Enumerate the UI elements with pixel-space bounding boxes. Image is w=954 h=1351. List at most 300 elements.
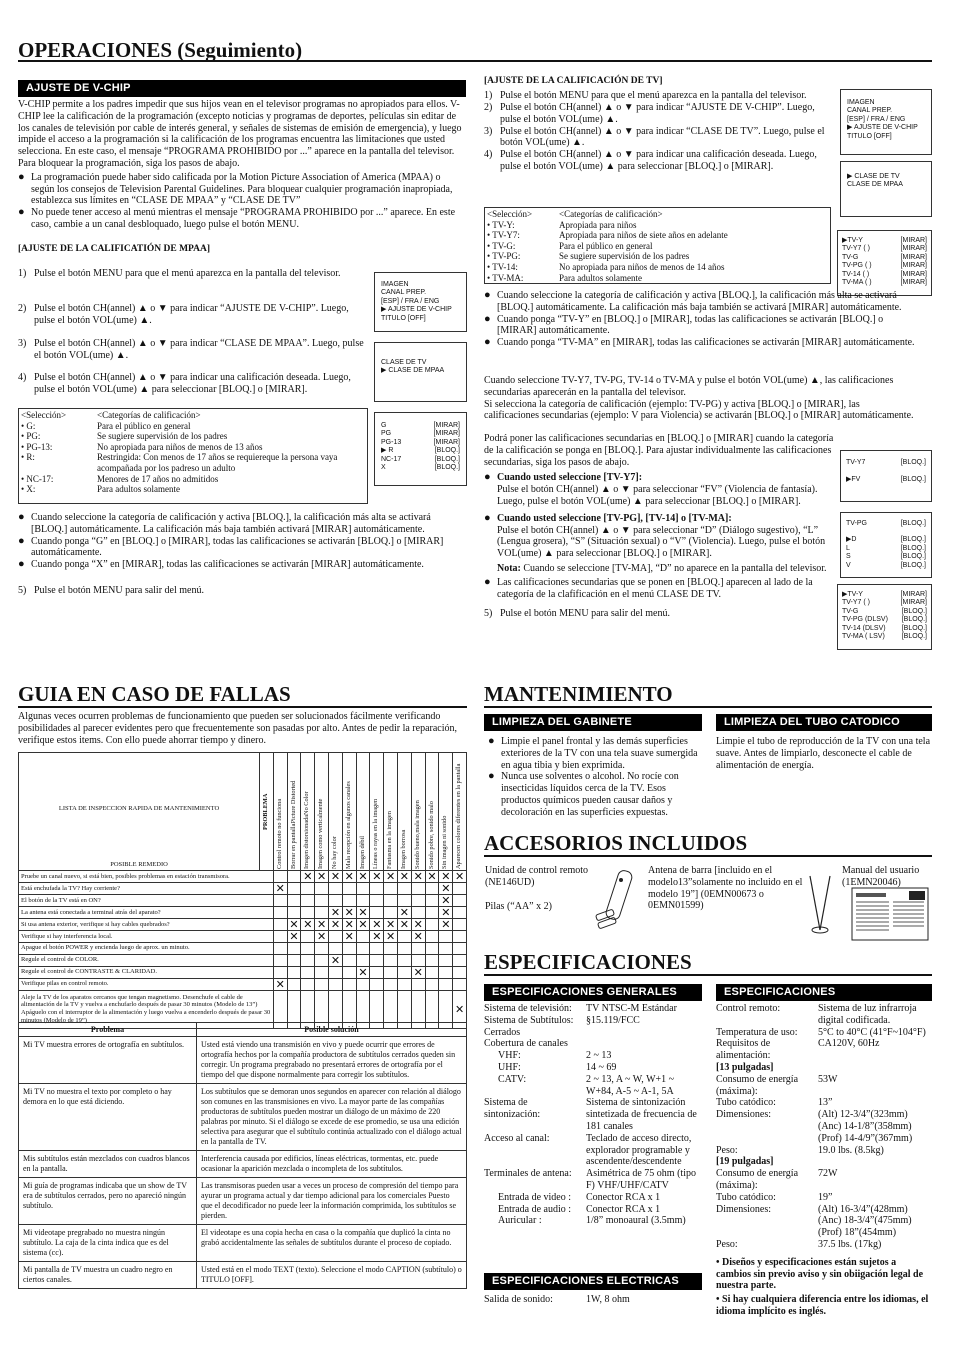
solution-cell: Usted está en el modo TEXT (texto). Seleccione el modo CAPTION (subtítulo) o TITULO [OFF]. (197, 1262, 467, 1289)
gabinete-bar: LIMPIEZA DEL GABINETE (484, 714, 702, 731)
check-mark (356, 978, 370, 990)
check-mark: ✕ (301, 919, 315, 931)
check-mark (273, 931, 287, 943)
problem-row (19, 1178, 467, 1225)
check-column-header: Mala recepción en algunos canales (344, 781, 352, 869)
check-remedy: Apague el botón POWER y encienda luego de aprox. un minuto. (19, 943, 274, 955)
check-remedy: Regule el control de CONTRASTE & CLARIDAD. (19, 966, 274, 978)
check-mark: ✕ (287, 931, 301, 943)
check-mark (411, 883, 425, 895)
check-mark (342, 978, 356, 990)
check-remedy: Verifique si hay interferencia local. (19, 931, 274, 943)
mpaa-screen-1: IMAGEN CANAL PREP. [ESP] / FRA / ENG ▶ AJUSTE DE V-CHIP TITULO [OFF] (374, 272, 467, 332)
check-mark: ✕ (411, 871, 425, 883)
spec-row: CATV: 2 ~ 13, A ~ W, W+1 ~ W+84, A-5 ~ A-1, 5A (498, 1073, 675, 1097)
check-mark: ✕ (356, 871, 370, 883)
spec-row: Dimensiones: (Alt) 12-3/4”(323mm) (Anc) 14-1/8”(358mm) (Prof) 14-4/9”(367mm) (716, 1109, 913, 1144)
check-remedy: Está enchufada la TV? Hay corriente? (19, 883, 274, 895)
check-mark (384, 895, 398, 907)
check-mark (425, 883, 439, 895)
check-mark (453, 954, 467, 966)
tv-step: 1) Pulse el botón MENU para que el menú aparezca en la pantalla del televisor. (484, 90, 807, 102)
check-mark (342, 943, 356, 955)
check-mark: ✕ (329, 954, 343, 966)
page-title: OPERACIONES (Seguimiento) (18, 38, 303, 62)
vchip-intro: V-CHIP permite a los padres impedir que sus hijos vean en el televisor programas no apropiados para ellos. V-CHIP lee la calificación de la programación (excepto noticias y programas de deportes, películas sin editar de los canales de televisión por cable de interés general, y señales de sistemas de emisión de emergencia), y luego impide el acceso a la programación si la calificación de los programas encuentra las limitaciones que usted selecciona. En este caso, el mensaje “PROGRAMA PROHIBIDO por ...” aparece en la pantalla del televisor. (18, 98, 462, 158)
tv-screen-2: ▶ CLASE DE TV CLASE DE MPAA (840, 161, 932, 217)
check-mark (370, 954, 384, 966)
check-mark (342, 883, 356, 895)
spec-row: Sistema de Subtítulos: §15.119/FCC (484, 1014, 640, 1026)
tv-notes (484, 290, 924, 349)
check-column-header: Sin imagen ni sonido (441, 815, 449, 869)
problem-row (19, 1084, 467, 1151)
problem-cell: Mi TV muestra errores de ortografía en subtítulos. (19, 1037, 197, 1084)
tv-pg-bullet: ● Cuando usted seleccione [TV-PG], [TV-14] o [TV-MA]: (484, 511, 732, 524)
check-mark (273, 954, 287, 966)
spec-note: • Si hay cualquiera diferencia entre los idiomas, el idioma implícito es inglés. (716, 1294, 929, 1317)
check-mark (370, 907, 384, 919)
vchip-bullet: ● No puede tener acceso al menú mientras el mensaje “PROGRAMA PROHIBIDO por ...” aparece. En este caso, cambie a un canal desbloquado, luego pulse el botón MENU. (18, 206, 456, 230)
check-column-header: Imagen como verticalmente (317, 798, 325, 869)
check-mark (425, 919, 439, 931)
check-mark (273, 871, 287, 883)
check-mark: ✕ (384, 871, 398, 883)
check-mark (398, 895, 412, 907)
check-mark (384, 883, 398, 895)
check-row (19, 966, 467, 978)
spec-row: Terminales de antena: Asimétrica de 75 ohm (tipo F) VHF/UHF/CATV (484, 1168, 696, 1191)
rating-row: • TV-MA: Para adultos solamente (487, 272, 642, 283)
mpaa-screen-2: CLASE DE TV ▶ CLASE DE MPAA (374, 342, 467, 402)
check-mark (301, 943, 315, 955)
check-mark (273, 943, 287, 955)
check-mark (315, 943, 329, 955)
check-mark (425, 978, 439, 990)
check-row (19, 907, 467, 919)
check-mark (315, 954, 329, 966)
acc-header (484, 833, 932, 857)
check-mark (453, 919, 467, 931)
check-mark (370, 895, 384, 907)
spec-row: [19 pulgadas] (716, 1156, 774, 1168)
check-row (19, 871, 467, 883)
acc-remote-label: Unidad de control remoto (NE146UD) (485, 865, 589, 888)
problem-cell: Mi TV no muestra el texto por completo o hay demora en lo que está diciendo. (19, 1084, 197, 1151)
check-mark: ✕ (398, 919, 412, 931)
mpaa-step: 1) Pulse el botón MENU para que el menú aparezca en la pantalla del televisor. (18, 268, 341, 279)
check-column-header: No hay color (331, 836, 339, 869)
solution-cell: Los subtítulos que se demoran unos segundos en aparecer con relación al diálogo son comunes en las transmisiones en vivo. La mayor parte de las compañías productoras de subtítulos pueden mostrar un diálogo de un máximo de 220 palabras por minuto. Si el diálogo se excede de ese promedio, se usa una edición selectiva para asegurar que el subtítulo continúa actualizado con el diálogo actual en la pantalla de TV. (197, 1084, 467, 1151)
check-mark (329, 943, 343, 955)
rating-row: • X: Para adultos solamente (21, 484, 180, 495)
gabinete-bullet: ● Nunca use solventes o alcohol. No rocíe con insecticidas líquidos cerca de la TV. Esos productos químicos pueden causar daños y decoloración en las superficies expuestas. (488, 770, 679, 818)
check-mark (439, 943, 453, 955)
mpaa-section (18, 244, 466, 257)
problem-cell: Mi videotape pregrabado no muestra ningún subtítulo. La caja de la cinta indica que es del sistema (cc). (19, 1225, 197, 1262)
check-mark (384, 978, 398, 990)
check-mark: ✕ (315, 919, 329, 931)
tv-screen-4: TV-Y7 [BLOQ.] ▶FV [BLOQ.] (840, 450, 932, 502)
check-mark (301, 883, 315, 895)
spec-right-bar: ESPECIFICACIONES (716, 984, 932, 1001)
check-mark: ✕ (411, 931, 425, 943)
page-header (18, 40, 932, 62)
check-mark (425, 907, 439, 919)
check-mark (329, 895, 343, 907)
check-mark (384, 907, 398, 919)
check-row (19, 895, 467, 907)
check-row (19, 954, 467, 966)
spec-row: Requisitos de alimentación: CA120V, 60Hz (716, 1038, 880, 1062)
tv-bullet: ● Cuando ponga “TV-MA” en [MIRAR], todas las calificaciones se activarán [MIRAR] automáticamente. (484, 336, 915, 349)
rating-row: • TV-Y: Apropiada para niños (487, 219, 637, 230)
esp-title: ESPECIFICACIONES (484, 950, 692, 974)
check-remedy: Pruebe un canal nuevo, si está bien, posibles problemas en estación transmisora. (19, 871, 274, 883)
mpaa-steps (18, 268, 368, 396)
check-mark: ✕ (384, 931, 398, 943)
rating-row: • PG-13: No apropiada para niños de menos de 13 años (21, 441, 263, 452)
check-mark: ✕ (411, 919, 425, 931)
check-mark: ✕ (356, 966, 370, 978)
tv-heading: [AJUSTE DE LA CALIFICACIÓN DE TV] (484, 76, 663, 86)
check-mark: ✕ (453, 871, 467, 883)
mpaa-rating-table: <Selección> <Categorías de calificación> • G: Para el público en general • PG: Se sugiere supervisión de los padres • PG-13: No apropiada para niños de menos de 13 años • R: Restringida: Con menos de 17 años se requiereque la persona vaya acompañada por los padreso un adulto • NC-17: Menores de 17 años no admitidos • X: Para adultos solamente (18, 408, 368, 504)
check-remedy: Aleje la TV de los aparatos cercanos que tengan magnetismo. Desenchufe el cable de alimentación de la TV y vuelva a enchufarlo después de pasar 30 minutos (Modelo de 13”) Apáguelo con el interruptor de la alimentación y luego vuelva a encenderlo después de pasar 30 minutos (Modelo de 19”) (19, 990, 274, 1028)
check-mark: ✕ (439, 871, 453, 883)
check-column-header: Imagen borrosa (400, 829, 408, 869)
check-mark (315, 966, 329, 978)
spec-general (484, 984, 702, 1227)
guia-intro: Algunas veces ocurren problemas de funcionamiento que pueden ser solucionados fácilmente verificando posibilidades al parecer evidentes pero que frecuentemente son pasadas por alto. Antes de pedir la reparación, verifique estos items. Con ello puede ahorrar tiempo y dinero. (18, 711, 457, 746)
check-mark: ✕ (439, 895, 453, 907)
mpaa-bullet: ● Cuando seleccione la categoría de calificación y activa [BLOQ.], la calificación más alta se activará [BLOQ.] automáticamente. La calificación más baja también activará [MIRAR] automáticamente. (18, 511, 431, 535)
check-mark (273, 966, 287, 978)
check-row (19, 931, 467, 943)
tv-bullet: ● Cuando seleccione la categoría de calificación y activa [BLOQ.], la calificación más alta se activará [BLOQ.] automáticamente. La calificación más baja también se activará [MIRAR] automáticamente. (484, 289, 902, 313)
check-mark (356, 931, 370, 943)
check-mark (370, 883, 384, 895)
check-mark (439, 978, 453, 990)
gabinete-section (484, 714, 702, 819)
check-mark: ✕ (315, 871, 329, 883)
spec-electric (484, 1273, 702, 1306)
solution-cell: El videotape es una copia hecha en casa o la compañía que duplicó la cinta no grabó accidentalmente las señales de subtítulos durante el proceso de copiado. (197, 1225, 467, 1262)
tv-secondary: Cuando seleccione TV-Y7, TV-PG, TV-14 o TV-MA y pulse el botón VOL(ume) ▲, las calificaciones secundarias aparecerán en la pantalla del televisor. Si selecciona la categoría de calificación (ejemplo: TV-PG) y activa [BLOQ.] o [MIRAR], las calificaciones secundarias (ejemplo: V para Violencia) se activarán [BLOQ.] o [MIRAR] automáticamente. (484, 375, 914, 422)
check-mark: ✕ (370, 871, 384, 883)
rating-row: • NC-17: Menores de 17 años no admitidos (21, 473, 219, 484)
check-mark (301, 907, 315, 919)
check-mark: ✕ (342, 919, 356, 931)
check-mark (411, 954, 425, 966)
check-remedy-label: POSIBLE REMEDIO (110, 861, 168, 869)
check-mark (411, 978, 425, 990)
check-mark (453, 978, 467, 990)
check-mark (411, 907, 425, 919)
check-mark (315, 895, 329, 907)
check-mark (273, 895, 287, 907)
guia-header (18, 684, 467, 708)
spec-row: Tubo catódico: 19” (716, 1191, 833, 1203)
check-mark (453, 883, 467, 895)
check-mark (287, 871, 301, 883)
acc-title: ACCESORIOS INCLUIDOS (484, 831, 748, 855)
gabinete-bullet: ● Limpie el panel frontal y las demás superficies exteriores de la TV con una tela suave sumergida en agua tibia y bien exprimida. (488, 734, 698, 771)
mpaa-step: 4) Pulse el botón CH(annel) ▲ o ▼ para indicar una calificación deseada. Luego, pulse el botón VOL(ume) ▲ para seleccionar [BLOQ.] o [MIRAR]. (18, 372, 351, 395)
check-remedy: La antena está conectada a terminal atrás del aparato? (19, 907, 274, 919)
check-mark: ✕ (315, 931, 329, 943)
spec-row: UHF: 14 ~ 69 (498, 1061, 617, 1073)
mpaa-heading: [AJUSTE DE LA CALIFICATIÓN DE MPAA] (18, 244, 211, 254)
tv-screen-3: ▶TV-Y [MIRAR] TV-Y7 ( ) [MIRAR] TV-G [MIRAR] TV-PG ( ) [MIRAR] TV-14 ( ) [MIRAR] TV-MA ( ) [MIRAR] (837, 230, 932, 296)
check-mark: ✕ (356, 919, 370, 931)
vchip-bar: AJUSTE DE V-CHIP (18, 80, 466, 97)
check-mark: ✕ (329, 871, 343, 883)
mant-title: MANTENIMIENTO (484, 682, 673, 706)
check-mark (329, 978, 343, 990)
problem-cell: Mi guía de programas indicaba que un show de TV era de subtítulos cerrados, pero no apareció ningún subtítulo. (19, 1178, 197, 1225)
solution-cell: Usted está viendo una transmisión en vivo y puede ocurrir que errores de ortografía hechos por la compañía productora de subtítulos cerrados queden sin corregir. Un programa pregrabado no presentará errores de ortografía por el tiempo del que dispone normalmente para corregir los subtítulos. (197, 1037, 467, 1084)
spec-row: Peso: 19.0 lbs. (8.5kg) (716, 1144, 884, 1156)
tv-secondary-2: Podrá poner las calificaciones secundarias en [BLOQ.] o [MIRAR] cuando la categoría de la calificación se ponga en [BLOQ.]. Para ajustar individualmente las calificaciones secundarias, siga los pasos de abajo. ● Cuando usted seleccione [TV-Y7]: Pulse el botón CH(annel) ▲ o ▼ para seleccionar “FV” (Violencia de fantasía). Luego, pulse el botón VOL(ume) ▲ para seleccionar [BLOQ.] o [MIRAR]. ● Cuando usted seleccione [TV-PG], [TV-14] o [TV-MA]: Pulse el botón CH(annel) ▲ o ▼ para seleccionar “D” (Diálogo sugestivo), “L” (Lengua grosera), “S” (Situación sexual) o “V” (Violencia). Luego, pulse el botón VOL(ume) ▲ para seleccionar [BLOQ.] o [MIRAR]. Nota: Cuando se seleccione [TV-MA], “D” no aparece en la pantalla del televisor. ● Las calificaciones secundarias que se ponen en [BLOQ.] aparecen al lado de la categoría de la clafificación en el menú CLASE DE TV. 5) Pulse el botón MENU para salir del menú. (484, 433, 839, 620)
check-mark (315, 883, 329, 895)
check-mark (425, 943, 439, 955)
spec-row: Temperatura de uso: 5°C to 40°C (41°F~104°F) (716, 1026, 926, 1038)
tv-last-bullet: ● Las calificaciones secundarias que se ponen en [BLOQ.] aparecen al lado de la categoría de la clafificación en el menú CLASE DE TV. (484, 575, 813, 600)
spec-row: Sistema de sintonización: Sistema de sintonización sintetizada de frecuencia de 181 canales (484, 1097, 697, 1132)
rating-row: • R: Restringida: Con menos de 17 años se requiereque la persona vaya acompañada por los padreso un adulto (21, 452, 338, 474)
guia-title: GUIA EN CASO DE FALLAS (18, 682, 291, 706)
check-mark: ✕ (287, 919, 301, 931)
tv-section (484, 76, 834, 173)
check-mark (398, 931, 412, 943)
spec-row: Peso: 37.5 lbs. (17kg) (716, 1238, 882, 1250)
problem-row (19, 1225, 467, 1262)
check-mark: ✕ (342, 931, 356, 943)
problem-row (19, 1151, 467, 1178)
tubo-bar: LIMPIEZA DEL TUBO CATODICO (716, 714, 932, 731)
vchip-intro2: Para bloquear la programación, siga los pasos de abajo. (18, 157, 240, 169)
check-mark (384, 954, 398, 966)
check-mark (342, 966, 356, 978)
check-mark (411, 895, 425, 907)
spec-row: VHF: 2 ~ 13 (498, 1050, 612, 1062)
check-mark: ✕ (329, 919, 343, 931)
check-mark (301, 966, 315, 978)
check-mark: ✕ (356, 907, 370, 919)
check-mark (287, 954, 301, 966)
tv-step: 3) Pulse el botón CH(annel) ▲ o ▼ para indicar “CLASE DE TV”. Luego, pulse el botón VOL(ume) ▲. (484, 125, 825, 149)
check-mark (315, 907, 329, 919)
mpaa-bullet: ● Cuando ponga “G” en [BLOQ.] o [MIRAR], todas las calificaciones se activarán [BLOQ.] o [MIRAR] automáticamente. (18, 534, 444, 559)
mpaa-screen-3: G [MIRAR] PG [MIRAR] PG-13 [MIRAR] ▶ R [BLOQ.] NC-17 [BLOQ.] X [BLOQ.] (374, 412, 467, 486)
check-mark (301, 978, 315, 990)
acc-manual-label: Manual del usuario (1EMN20046) (842, 865, 920, 888)
solution-cell: Interferencia causada por edificios, líneas eléctricas, tormentas, etc. puede ocasionar la aparición mezclada o incompleta de los subtítulos. (197, 1151, 467, 1178)
spec-row: Salida de sonido: 1W, 8 ohm (484, 1293, 630, 1305)
tv-bullet: ● Cuando ponga “TV-Y” en [BLOQ.] o [MIRAR], todas las calificaciones se activarán [BLOQ.] o [MIRAR] automáticamente. (484, 312, 884, 337)
check-column-header: Imagen débil (358, 835, 366, 869)
rating-row: • TV-G: Para el público en general (487, 240, 653, 251)
antenna-icon (800, 872, 840, 934)
check-mark (287, 895, 301, 907)
mant-header (484, 684, 932, 708)
check-column-header: Sonido pobre, sonido malo (427, 801, 435, 869)
check-remedy: Si usa antena exterior, verifique si hay cables quebrados? (19, 919, 274, 931)
spec-row: Cobertura de canales (484, 1038, 568, 1050)
problem-row (19, 1262, 467, 1289)
check-mark (425, 931, 439, 943)
esp-header (484, 952, 932, 976)
check-column-header: Borrar en pantallaPicture Distorted (289, 780, 297, 869)
check-mark (273, 919, 287, 931)
manual-icon (851, 887, 931, 941)
spec-row: Entrada de audio : Conector RCA x 1 (498, 1203, 661, 1215)
check-mark (301, 931, 315, 943)
check-mark: ✕ (439, 919, 453, 931)
check-mark (398, 883, 412, 895)
check-mark: ✕ (384, 919, 398, 931)
check-mark (356, 895, 370, 907)
check-mark (439, 954, 453, 966)
check-mark: ✕ (439, 907, 453, 919)
problem-cell: Mi pantalla de TV muestra un cuadro negro en ciertos canales. (19, 1262, 197, 1289)
check-mark (329, 966, 343, 978)
check-mark (329, 883, 343, 895)
rating-row: • TV-14: No apropiada para niños de menos de 14 años (487, 262, 725, 273)
check-remedy: Verifique pilas en control remoto. (19, 978, 274, 990)
check-mark (384, 966, 398, 978)
check-mark (287, 907, 301, 919)
check-mark: ✕ (342, 871, 356, 883)
mpaa-step: 5) Pulse el botón MENU para salir del menú. (18, 584, 204, 596)
tubo-section: LIMPIEZA DEL TUBO CATODICO Limpie el tubo de reproducción de la TV con una tela suave. Antes de limpiarlo, desconecte el cable de alimentación de energía. (716, 716, 931, 771)
check-mark: ✕ (411, 966, 425, 978)
check-mark (425, 895, 439, 907)
vchip-section (18, 80, 466, 231)
rating-row: • TV-Y7: Apropiada para niños de siete años en adelante (487, 230, 728, 241)
check-mark (453, 895, 467, 907)
check-mark: ✕ (370, 919, 384, 931)
check-row (19, 943, 467, 955)
spec-row: Tubo catódico: 13” (716, 1097, 833, 1109)
acc-antena-label: Antena de barra [incluido en el modelo13”solamente no incluido en el modelo 19”] (0EMN00673 o 0EMN01599) (648, 865, 803, 912)
mpaa-notes (18, 512, 466, 597)
spec-note: • Diseños y especificaciones están sujetos a cambios sin previo aviso y sin obiigación legal de nuestra parte. (716, 1256, 924, 1292)
check-mark (356, 954, 370, 966)
check-mark: ✕ (273, 978, 287, 990)
spec-general-bar: ESPECIFICACIONES GENERALES (484, 984, 702, 1001)
check-row (19, 919, 467, 931)
problem-label: PROBLEMA (262, 793, 270, 831)
check-mark (398, 954, 412, 966)
spec-electric-bar: ESPECIFICACIONES ELECTRICAS (484, 1273, 702, 1290)
mpaa-step: 2) Pulse el botón CH(annel) ▲ o ▼ para indicar “AJUSTE DE V-CHIP”. Luego, pulse el botón VOL(ume) ▲. (18, 303, 349, 326)
check-title: LISTA DE INSPECCION RAPIDA DE MANTENIMIENTO (58, 804, 220, 812)
check-column-header: Aparecen colores diferentes en la pantalla (455, 763, 463, 869)
check-mark (301, 954, 315, 966)
check-mark (398, 966, 412, 978)
mpaa-bullet: ● Cuando ponga “X” en [MIRAR], todas las calificaciones se activarán [MIRAR] automáticamente. (18, 558, 424, 571)
tv-step: 2) Pulse el botón CH(annel) ▲ o ▼ para indicar “AJUSTE DE V-CHIP”. Luego, pulse el botón VOL(ume) ▲. (484, 102, 815, 125)
vchip-bullet: ● La programación puede haber sido calificada por la Motion Picture Association of America (MPAA) o según los consejos de Television Parental Guidelines. Para bloquear cualquier programación inapropiada, establezca sus límites en “CLASE DE MPAA” y “CLASE DE TV” (18, 170, 453, 207)
check-mark (411, 943, 425, 955)
spec-row: Entrada de video : Conector RCA x 1 (498, 1191, 661, 1203)
check-mark (453, 931, 467, 943)
check-mark (287, 966, 301, 978)
solution-cell: Las transmisoras pueden usar a veces un proceso de compresión del tiempo para ayurar un programa actual y dar tiempo adicional para los comerciales Puesto que el decodificador no puede leer la información comprimida, los subtítulos se pierden. (197, 1178, 467, 1225)
problem-row (19, 1037, 467, 1084)
tv-rating-table: <Selección> <Categorías de calificación> • TV-Y: Apropiada para niños • TV-Y7: Apropiada para niños de siete años en adelante • TV-G: Para el público en general • TV-PG: Se sugiere supervisión de los padres • TV-14: No apropiada para niños de menos de 14 años • TV-MA: Para adultos solamente (484, 207, 831, 284)
tv-step: 5) Pulse el botón MENU para salir del menú. (484, 608, 670, 620)
rating-row: • TV-PG: Se sugiere supervisión de los padres (487, 251, 690, 262)
spec-row: Dimensiones: (Alt) 16-3/4”(428mm) (Anc) 18-3/4”(475mm) (Prof) 18”(454mm) (716, 1203, 912, 1239)
check-mark (439, 966, 453, 978)
check-mark (384, 943, 398, 955)
tv-screen-5: TV-PG [BLOQ.] ▶D [BLOQ.] L [BLOQ.] S [BLOQ.] V [BLOQ.] (840, 512, 932, 578)
check-mark (398, 978, 412, 990)
check-mark (342, 954, 356, 966)
check-mark (287, 883, 301, 895)
rating-row: • G: Para el público en general (21, 420, 191, 431)
check-mark (273, 907, 287, 919)
tv-step: 4) Pulse el botón CH(annel) ▲ o ▼ para indicar una calificación deseada. Luego, pulse el botón VOL(ume) ▲ para seleccionar [BLOQ.] o [MIRAR]. (484, 149, 817, 172)
acc-pilas-label: Pilas (“AA” x 2) (485, 901, 552, 912)
check-column-header: Control remoto no funciona (275, 798, 283, 869)
check-mark (287, 943, 301, 955)
spec-row: [13 pulgadas] (716, 1061, 774, 1073)
mpaa-step: 3) Pulse el botón CH(annel) ▲ o ▼ para indicar “CLASE DE MPAA”. Luego, pulse el botón VOL(ume) ▲. (18, 338, 364, 361)
check-mark: ✕ (273, 883, 287, 895)
check-mark (356, 943, 370, 955)
check-mark (342, 895, 356, 907)
check-mark: ✕ (425, 871, 439, 883)
check-mark: ✕ (301, 871, 315, 883)
check-mark (425, 954, 439, 966)
check-mark (425, 966, 439, 978)
spec-row: Control remoto: Sistema de luz infrarroja digital codificada. (716, 1002, 917, 1026)
check-mark (329, 931, 343, 943)
check-mark: ✕ (453, 990, 467, 1028)
check-column-header: Imagen distorsionadaNo Color (303, 791, 311, 869)
rating-row: • PG: Se sugiere supervisión de los padres (21, 431, 228, 442)
check-mark: ✕ (398, 871, 412, 883)
tv-screen-1: IMAGEN CANAL PREP. [ESP] / FRA / ENG ▶ AJUSTE DE V-CHIP TITULO [OFF] (840, 89, 932, 155)
check-column-header: Líneas o rayas en la imagen (372, 798, 380, 869)
spec-row: Sistema de televisión: TV NTSC-M Estándar (484, 1002, 677, 1014)
check-mark (453, 943, 467, 955)
check-row (19, 883, 467, 895)
check-mark (453, 966, 467, 978)
check-mark (398, 943, 412, 955)
spec-row: Consumo de energía (máxima): 72W (716, 1168, 838, 1191)
check-mark (287, 978, 301, 990)
remote-control-icon (590, 868, 640, 930)
spec-right (716, 984, 932, 1320)
check-mark: ✕ (398, 907, 412, 919)
check-mark (370, 978, 384, 990)
check-mark (370, 943, 384, 955)
tv-screen-6: ▶TV-Y [MIRAR] TV-Y7 ( ) [MIRAR] TV-G [BLOQ.] TV-PG (DLSV) [BLOQ.] TV-14 (DLSV) [BLOQ.] TV-MA ( LSV) [BLOQ.] (837, 584, 932, 650)
check-mark (315, 978, 329, 990)
check-row (19, 978, 467, 990)
check-column-header: Sonido bueno,mala imagen (413, 800, 421, 869)
check-mark: ✕ (329, 907, 343, 919)
check-column-header: Fantasma en la imagen (386, 811, 394, 869)
check-mark (370, 966, 384, 978)
check-remedy: El botón de la TV está en ON? (19, 895, 274, 907)
spec-row: Consumo de energía (máxima): 53W (716, 1073, 838, 1097)
